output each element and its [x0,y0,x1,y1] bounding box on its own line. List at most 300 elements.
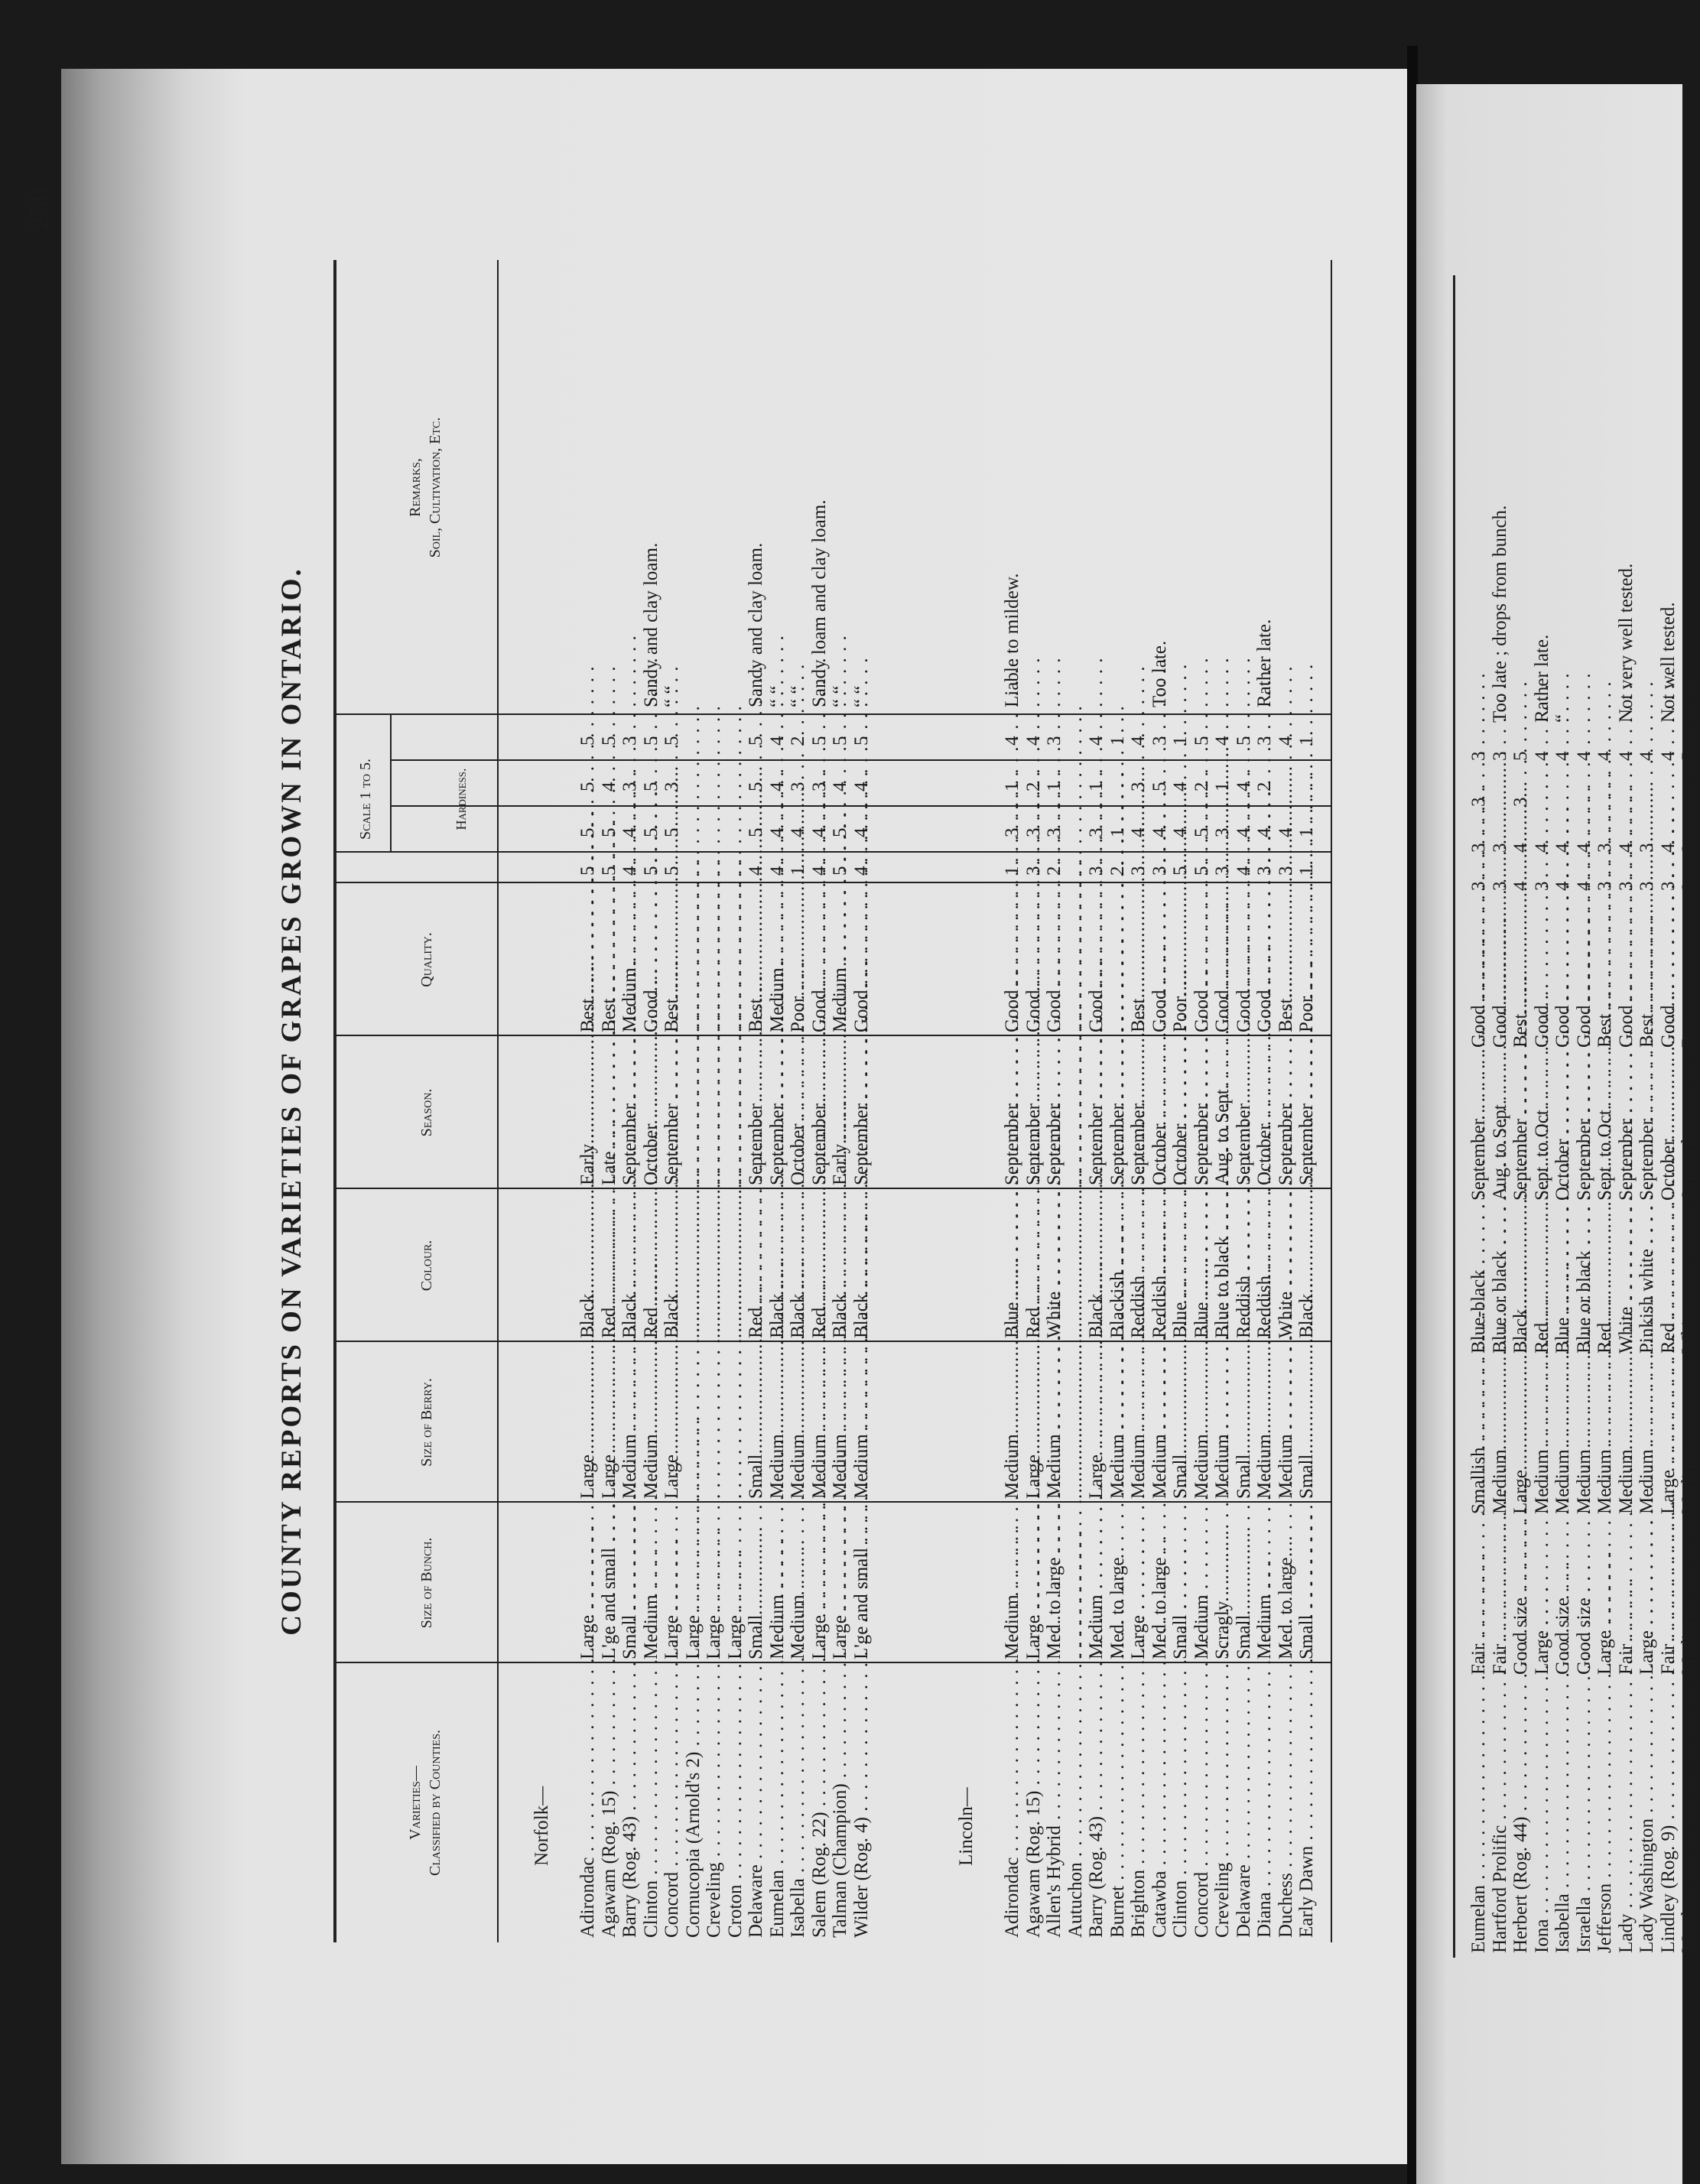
cell-colour: Red . . . [1023,1193,1045,1338]
cell-colour: Blackish . . . [1107,1193,1129,1338]
cell-variety: Creveling . . . [704,1666,725,1938]
cell-colour: Black . . . [661,1193,683,1338]
cell-bunch: Good size . . . [1510,1522,1532,1675]
cell-p: 3 [1679,843,1699,853]
cell-berry: Medium . . . [1490,1361,1511,1514]
cell-m: 4 [1637,751,1657,761]
cell-colour: Blue-black . . . [1468,1208,1490,1354]
cell-variety: Isabella . . . [1552,1682,1574,1953]
cell-m: 5 [1679,751,1699,761]
cell-remarks: Rather late. [1531,634,1552,723]
cell-quality: Good . . . [1044,887,1065,1032]
cell-m: 4 [1022,736,1044,746]
cell-h: 4 [746,866,766,876]
cell-berry: Medium . . . [1616,1361,1637,1514]
cell-w: 3 [808,782,830,791]
cell-season: Aug. to Sept. . . . [1490,1055,1511,1201]
cell-quality: Best . . . [1637,902,1658,1048]
cell-variety: Diana . . . [1254,1666,1276,1938]
remarks-header: Remarks, Soil, Cultivation, Etc. [407,417,444,558]
cell-m: 3 [619,736,640,746]
cell-quality: Good . . . [1212,887,1234,1032]
cell-colour: Black . . . [1086,1193,1107,1338]
cell-p: 3 [1212,827,1233,837]
cell-berry: Medium . . . [1191,1346,1213,1499]
cell-p: 4 [766,827,788,837]
cell-w: 3 [1510,797,1531,807]
cell-h: 3 [1149,866,1170,876]
cell-h: 1 [1296,866,1317,876]
cell-berry: Smallish . . . [1468,1361,1490,1514]
cell-w: 5 [1149,782,1170,791]
cell-quality: Good . . . [851,887,873,1032]
cell-quality: Good . . . [1468,902,1490,1048]
county-heading: Lincoln— [956,1787,977,1866]
cell-bunch: Medium . . . [1254,1506,1276,1659]
cell-remarks: Too late ; drops from bunch. [1489,505,1510,723]
cell-variety: Early Dawn . . . [1296,1666,1318,1938]
cell-bunch: Med. to large . . . [1149,1506,1171,1659]
cell-quality [704,887,725,1032]
cell-variety: Eumelan . . . [1468,1682,1490,1953]
cell-bunch [1065,1506,1087,1659]
size-bunch-header: Size of Bunch. [418,1537,435,1629]
cell-season: Sept. to Oct. . . . [1532,1055,1553,1201]
cell-season: September . . . [1510,1055,1532,1201]
cell-quality: Good . . . [1616,902,1637,1048]
cell-remarks: Sandy loam and clay loam. [808,499,830,707]
cell-h: 3 [1275,866,1296,876]
cell-m: 4 [1594,751,1615,761]
cell-p: 4 [1510,843,1531,853]
cell-m: 5 [640,736,661,746]
cell-bunch: Medium . . . [1002,1506,1023,1659]
cell-quality [1065,887,1087,1032]
cell-quality: Medium . . . [767,887,788,1032]
cell-season: September . . . [1086,1040,1107,1185]
cell-colour: Blue . . . [1191,1193,1213,1338]
cell-quality: Best . . . [1276,887,1297,1032]
colour-header: Colour. [418,1240,435,1292]
cell-colour: Red . . . [641,1193,662,1338]
cell-quality: Good . . . [1191,887,1213,1032]
cell-m: 4 [766,736,788,746]
cell-h: 3 [1468,881,1489,891]
cell-season: September . . . [1023,1040,1045,1185]
cell-h: 4 [850,866,872,876]
cell-variety: Agawam (Rog. 15) . . . [599,1666,620,1938]
cell-colour: Black . . . [619,1193,641,1338]
cell-p: 4 [1615,843,1637,853]
cell-m: 5 [746,736,766,746]
cell-berry: Medium . . . [1552,1361,1574,1514]
cell-quality: Good . . . [1086,887,1107,1032]
cell-bunch: Medium . . . [1191,1506,1213,1659]
cell-variety: Clinton . . . [641,1666,662,1938]
cell-bunch: Large . . . [725,1506,746,1659]
cell-colour: Blue or black . . . [1490,1208,1511,1354]
cell-variety: Israella . . . [1574,1682,1595,1953]
cell-season: Aug. to Sept. . . . [1212,1040,1234,1185]
cell-variety: Lindley (Rog. 9) . . . [1658,1682,1679,1953]
cell-variety: Duchess . . . [1276,1666,1297,1938]
right-page-table [1422,275,1699,1958]
cell-h: 3 [1637,881,1657,891]
cell-p: 3 [1594,843,1615,853]
cell-m: 3 [1468,751,1489,761]
cell-quality: Good . . . [809,887,830,1032]
cell-h: 4 [1233,866,1254,876]
grape-report-table [24,188,1354,1942]
cell-bunch: Large . . . [661,1506,683,1659]
cell-season: September . . . [809,1040,830,1185]
cell-bunch: Med. to large . . . [1044,1506,1065,1659]
cell-h: 5 [1170,866,1191,876]
cell-m: 4 [1552,751,1573,761]
cell-h: 3 [1594,881,1615,891]
cell-quality: Good . . . [1552,902,1574,1048]
cell-variety: Herbert (Rog. 44) . . . [1510,1682,1532,1953]
cell-berry [725,1346,746,1499]
cell-m: 4 [1657,751,1679,761]
cell-p: 5 [830,827,850,837]
cell-colour: Blue . . . [1002,1193,1023,1338]
cell-season: September . . . [1276,1040,1297,1185]
cell-variety: Martha . . . [1679,1682,1700,1953]
cell-bunch: Large . . . [683,1506,704,1659]
cell-quality: Best . . . [577,887,599,1032]
cell-bunch: Small . . . [746,1506,767,1659]
cell-quality: Best . . . [746,887,767,1032]
cell-quality: Best . . . [1679,902,1700,1048]
cell-m: 5 [1233,736,1254,746]
cell-variety: Isabella . . . [788,1666,809,1938]
cell-remarks: “ “ [788,685,808,707]
right-top-rule [1453,275,1455,1958]
cell-season: Sept. to Oct. . . . [1594,1055,1616,1201]
cell-colour: Red . . . [809,1193,830,1338]
cell-berry [704,1346,725,1499]
cell-season: Early . . . [577,1040,599,1185]
cell-bunch: L'ge and small . . . [851,1506,873,1659]
cell-w: 4 [766,782,788,791]
cell-p: 4 [1573,843,1594,853]
cell-remarks: Liable to mildew. [1002,573,1022,707]
cell-bunch: Small . . . [1234,1506,1255,1659]
cell-season: September . . . [619,1040,641,1185]
cell-bunch: Large . . . [1637,1522,1658,1675]
cell-season [704,1040,725,1185]
cell-bunch: Large . . . [809,1506,830,1659]
cell-berry: Large . . . [1510,1361,1532,1514]
cell-variety: Croton . . . [725,1666,746,1938]
cell-m: 5 [661,736,682,746]
cell-colour [683,1193,704,1338]
cell-variety: Barry (Rog. 43) . . . [1086,1666,1107,1938]
cell-h: 1 [788,866,808,876]
cell-bunch: Large . . . [1023,1506,1045,1659]
cell-w: 4 [1233,782,1254,791]
cell-variety: Brighton . . . [1128,1666,1149,1938]
cell-season: September . . . [767,1040,788,1185]
cell-berry: Medium . . . [1212,1346,1234,1499]
cell-p: 4 [1170,827,1191,837]
cell-season: September . . . [661,1040,683,1185]
cell-h: 3 [1615,881,1637,891]
cell-berry: Medium . . . [809,1346,830,1499]
cell-m: 3 [1044,736,1065,746]
cell-p: 5 [1191,827,1212,837]
cell-variety: Clinton . . . [1170,1666,1191,1938]
cell-season: September . . . [1044,1040,1065,1185]
cell-p: 4 [850,827,872,837]
page-number: 250 [24,188,54,229]
cell-w: 4 [1170,782,1191,791]
cell-season: October . . . [1658,1055,1679,1201]
cell-bunch: Fair . . . [1658,1522,1679,1675]
cell-berry: Large . . . [599,1346,620,1499]
cell-p: 1 [1107,827,1128,837]
cell-quality: Best . . . [661,887,683,1032]
cell-m: 2 [788,736,808,746]
cell-variety: Delaware . . . [746,1666,767,1938]
hardiness-header: Hardiness. [453,768,469,830]
cell-m: 4 [1531,751,1552,761]
cell-bunch: Small . . . [1170,1506,1191,1659]
cell-season: September . . . [1191,1040,1213,1185]
cell-p: 4 [1128,827,1149,837]
cell-quality: Best . . . [599,887,620,1032]
cell-m: 4 [1086,736,1107,746]
cell-h: 3 [1679,881,1699,891]
cell-m: 4 [1212,736,1233,746]
cell-season: September . . . [1107,1040,1129,1185]
cell-season [1065,1040,1087,1185]
cell-colour: Red . . . [1532,1208,1553,1354]
cell-m: 1 [1107,736,1128,746]
cell-season: October . . . [1170,1040,1191,1185]
cell-variety: Jefferson . . . [1594,1682,1616,1953]
cell-colour: Blue . . . [1170,1193,1191,1338]
cell-colour: Black . . . [1296,1193,1318,1338]
cell-season: September . . . [1296,1040,1318,1185]
cell-season: September . . . [1002,1040,1023,1185]
cell-m: 4 [1573,751,1594,761]
cell-berry: Small . . . [1170,1346,1191,1499]
cell-season: October . . . [788,1040,809,1185]
cell-bunch: Small . . . [619,1506,641,1659]
cell-h: 3 [1254,866,1275,876]
cell-berry: Large . . . [661,1346,683,1499]
cell-m: 3 [1149,736,1170,746]
cell-h: 3 [1022,866,1044,876]
cell-variety: Lady . . . [1616,1682,1637,1953]
cell-m: 5 [1510,751,1531,761]
cell-colour: Black . . . [788,1193,809,1338]
cell-m: 5 [1191,736,1212,746]
cell-berry: Large . . . [1086,1346,1107,1499]
cell-berry: Large . . . [1023,1346,1045,1499]
cell-h: 4 [1573,881,1594,891]
cell-bunch: Large . . . [1532,1522,1553,1675]
cell-remarks: Not very well tested. [1615,563,1637,723]
cell-quality: Good . . . [1574,902,1595,1048]
cell-berry: Medium . . . [830,1346,851,1499]
cell-w: 1 [1086,782,1107,791]
cell-quality: Good . . . [1254,887,1276,1032]
cell-w: 5 [746,782,766,791]
scale-rule [390,715,392,853]
cell-berry: Medium . . . [1107,1346,1129,1499]
cell-quality: Good . . . [641,887,662,1032]
cell-colour: Red . . . [1594,1208,1616,1354]
cell-berry: Medium . . . [619,1346,641,1499]
scale-header: Scale 1 to 5. [357,758,374,840]
cell-bunch: Large . . . [577,1506,599,1659]
cell-berry: Small . . . [1296,1346,1318,1499]
cell-h: 5 [577,866,598,876]
cell-season: September . . . [1128,1040,1149,1185]
cell-h: 5 [598,866,619,876]
cell-berry: Large . . . [1658,1361,1679,1514]
cell-p: 4 [1254,827,1275,837]
cell-m: 5 [598,736,619,746]
cell-berry: Medium . . . [1002,1346,1023,1499]
cell-colour: Blue . . . [1552,1208,1574,1354]
cell-colour: White . . . [1044,1193,1065,1338]
cell-variety: Salem (Rog. 22) . . . [809,1666,830,1938]
cell-w: 3 [788,782,808,791]
cell-variety: Burnet . . . [1107,1666,1129,1938]
cell-colour: White . . . [1276,1193,1297,1338]
cell-m: 5 [577,736,598,746]
cell-season: October . . . [1254,1040,1276,1185]
cell-bunch: Scragly . . . [1212,1506,1234,1659]
cell-remarks: Not well tested. [1657,602,1679,723]
cell-berry: Medium . . . [1044,1346,1065,1499]
cell-colour: White . . . [1679,1208,1700,1354]
cell-h: 3 [1531,881,1552,891]
cell-season: September . . . [1637,1055,1658,1201]
cell-colour: Blue to black . . . [1212,1193,1234,1338]
cell-w: 1 [1044,782,1065,791]
cell-bunch: Medium . . . [1086,1506,1107,1659]
cell-colour: Red . . . [599,1193,620,1338]
cell-berry: Large . . . [577,1346,599,1499]
cell-bunch: Medium . . . [1679,1522,1700,1675]
cell-quality: Good . . . [1234,887,1255,1032]
cell-p: 3 [1002,827,1022,837]
cell-m: 4 [1275,736,1296,746]
cell-variety: Agawam (Rog. 15) . . . [1023,1666,1045,1938]
cell-bunch: Large . . . [704,1506,725,1659]
cell-quality: Poor . . . [1170,887,1191,1032]
cell-colour [1065,1193,1087,1338]
cell-p: 3 [1022,827,1044,837]
cell-berry: Medium . . . [1254,1346,1276,1499]
cell-w: 1 [1002,782,1022,791]
cell-h: 1 [1002,866,1022,876]
cell-quality: Poor . . . [788,887,809,1032]
cell-season: Early . . . [830,1040,851,1185]
cell-w: 3 [619,782,640,791]
cell-m: 3 [1489,751,1510,761]
cell-p: 5 [640,827,661,837]
cell-h: 4 [1510,881,1531,891]
cell-h: 3 [1657,881,1679,891]
cell-h: 3 [1489,881,1510,891]
cell-quality: Good . . . [1149,887,1171,1032]
cell-remarks: Sandy and clay loam. [746,542,766,707]
season-header: Season. [418,1088,435,1137]
cell-variety: Catawba . . . [1149,1666,1171,1938]
cell-berry: Medium . . . [788,1346,809,1499]
cell-berry: Small . . . [1234,1346,1255,1499]
cell-h: 5 [830,866,850,876]
cell-berry: Medium . . . [1594,1361,1616,1514]
page-title: COUNTY REPORTS ON VARIETIES OF GRAPES GROWN IN ONTARIO. [276,567,307,1636]
cell-h: 2 [1044,866,1065,876]
cell-p: 3 [1468,843,1489,853]
cell-m: 1 [1296,736,1317,746]
cell-p: 4 [1531,843,1552,853]
cell-p: 1 [1296,827,1317,837]
cell-quality: Good . . . [1490,902,1511,1048]
cell-bunch: Good size . . . [1552,1522,1574,1675]
cell-colour: Pinkish white . . . [1637,1208,1658,1354]
cell-variety: Adirondac . . . [1002,1666,1023,1938]
cell-p: 4 [1552,843,1573,853]
cell-colour: Black . . . [851,1193,873,1338]
cell-quality: Good . . . [1532,902,1553,1048]
cell-h: 4 [1552,881,1573,891]
bottom-border-rule [1331,260,1332,1942]
cell-season [683,1040,704,1185]
cell-variety: Wilder (Rog. 4) . . . [851,1666,873,1938]
cell-quality: Best . . . [1510,902,1532,1048]
cell-p: 4 [1275,827,1296,837]
cell-berry: Medium . . . [1574,1361,1595,1514]
cell-remarks: Too late. [1149,640,1170,707]
header-rule [497,260,499,1942]
cell-h: 3 [1128,866,1149,876]
cell-w: 4 [850,782,872,791]
cell-berry: Medium . . . [767,1346,788,1499]
cell-season: October . . . [1552,1055,1574,1201]
cell-p: 4 [808,827,830,837]
cell-h: 3 [1086,866,1107,876]
cell-quality: Best . . . [1128,887,1149,1032]
cell-p: 3 [1086,827,1107,837]
cell-remarks: “ “ [661,685,682,707]
cell-variety: Hartford Prolific . . . [1490,1682,1511,1953]
cell-variety: Concord . . . [1191,1666,1213,1938]
cell-w: 2 [1191,782,1212,791]
cell-quality: Medium . . . [619,887,641,1032]
cell-season: October . . . [1149,1040,1171,1185]
cell-colour: Red . . . [1658,1208,1679,1354]
cell-variety: Adirondac . . . [577,1666,599,1938]
cell-p: 5 [577,827,598,837]
cell-p: 4 [1149,827,1170,837]
cell-m: 4 [1002,736,1022,746]
cell-colour: Black . . . [767,1193,788,1338]
cell-season: September . . . [851,1040,873,1185]
cell-colour: Reddish . . . [1128,1193,1149,1338]
cell-quality: Good . . . [1002,887,1023,1032]
cell-w: 5 [577,782,598,791]
cell-berry [683,1346,704,1499]
